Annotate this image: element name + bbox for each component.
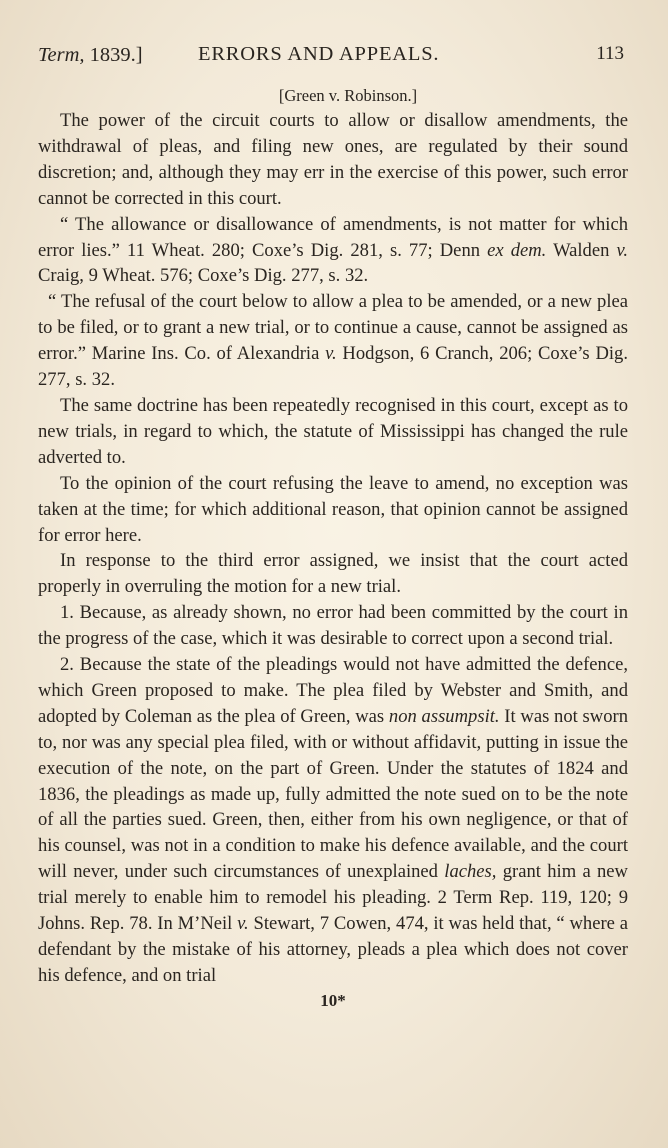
running-head-term xyxy=(38,44,143,67)
paragraph-7: 1. Because, as already shown, no error had been committed by the court in the progress of the case, which it was desirable to correct upon a second trial. xyxy=(38,602,628,650)
versus-italic: v. xyxy=(232,913,249,935)
page-content xyxy=(38,40,628,1011)
term-label: Term, xyxy=(38,44,85,66)
non-assumpsit-italic: non assumpsit. xyxy=(388,705,500,727)
running-head xyxy=(38,40,628,70)
paragraph-6: In response to the third error assigned, we insist that the court acted properly in overruling the motion for a new trial. xyxy=(38,550,628,598)
term-year: 1839.] xyxy=(84,44,143,66)
running-head-title: ERRORS AND APPEALS. xyxy=(198,43,440,65)
laches-italic: laches, xyxy=(444,861,497,883)
paragraph-4: The same doctrine has been repeatedly recognised in this court, except as to new trials, in regard to which, the statute of Mississippi has changed the rule adverted to. xyxy=(38,394,628,468)
versus-italic: v. xyxy=(319,343,337,365)
paragraph-1: The power of the circuit courts to allow or disallow amendments, the withdrawal of pleas, and filing new ones, are regulated by their sound discretion; and, although they may err in the exercise of this power, such error cannot be corrected in this court. xyxy=(38,110,628,209)
paragraph-3: “ The refusal of the court below to allow a plea to be amended, or a new plea to be filed, or to grant a new trial, or to continue a cause, cannot be assigned as error.” Marine Ins. Co. of Alexandria v. Hodgson, 6 Cranch, 206; Coxe’s Dig. 277, s. 32. xyxy=(38,291,628,391)
case-caption: [Green v. Robinson.] xyxy=(278,86,418,105)
ex-dem-italic: ex dem. xyxy=(487,239,547,261)
paragraph-5: To the opinion of the court refusing the leave to amend, no exception was taken at the time; for which additional reason, that opinion cannot be assigned for error here. xyxy=(38,472,628,546)
signature-mark: 10* xyxy=(320,990,346,1010)
body-text xyxy=(38,108,628,989)
page-number: 113 xyxy=(596,43,624,64)
versus-italic: v. xyxy=(609,239,629,261)
paragraph-2: “ The allowance or disallowance of amendments, is not matter for which error lies.” 11 Wheat. 280; Coxe’s Dig. 281, s. 77; Denn ex dem. Walden v. Craig, 9 Wheat. 576; Coxe’s Dig. 277, s. 32. xyxy=(38,213,629,287)
paragraph-8: 2. Because the state of the pleadings would not have admitted the defence, which Green proposed to make. The plea filed by Webster and Smith, and adopted by Coleman as the plea of Green, was non assumpsit. It was not sworn to, nor was any special plea filed, with or without affidavit, putting in issue the execution of the note, on the part of Green. Under the statutes of 1824 and 1836, the pleadings as made up, fully admitted the note sued on to be the note of all the parties sued. Green, then, either from his own negligence, or that of his counsel, was not in a condition to make his defence available, and the court will never, under such circumstances of unexplained laches, grant him a new trial merely to enable him to remodel his pleading. 2 Term Rep. 119, 120; 9 Johns. Rep. 78. In M’Neil v. Stewart, 7 Cowen, 474, it was held that, “ where a defendant by the mistake of his attorney, pleads a plea which does not cover his defence, and on trial xyxy=(38,654,628,986)
